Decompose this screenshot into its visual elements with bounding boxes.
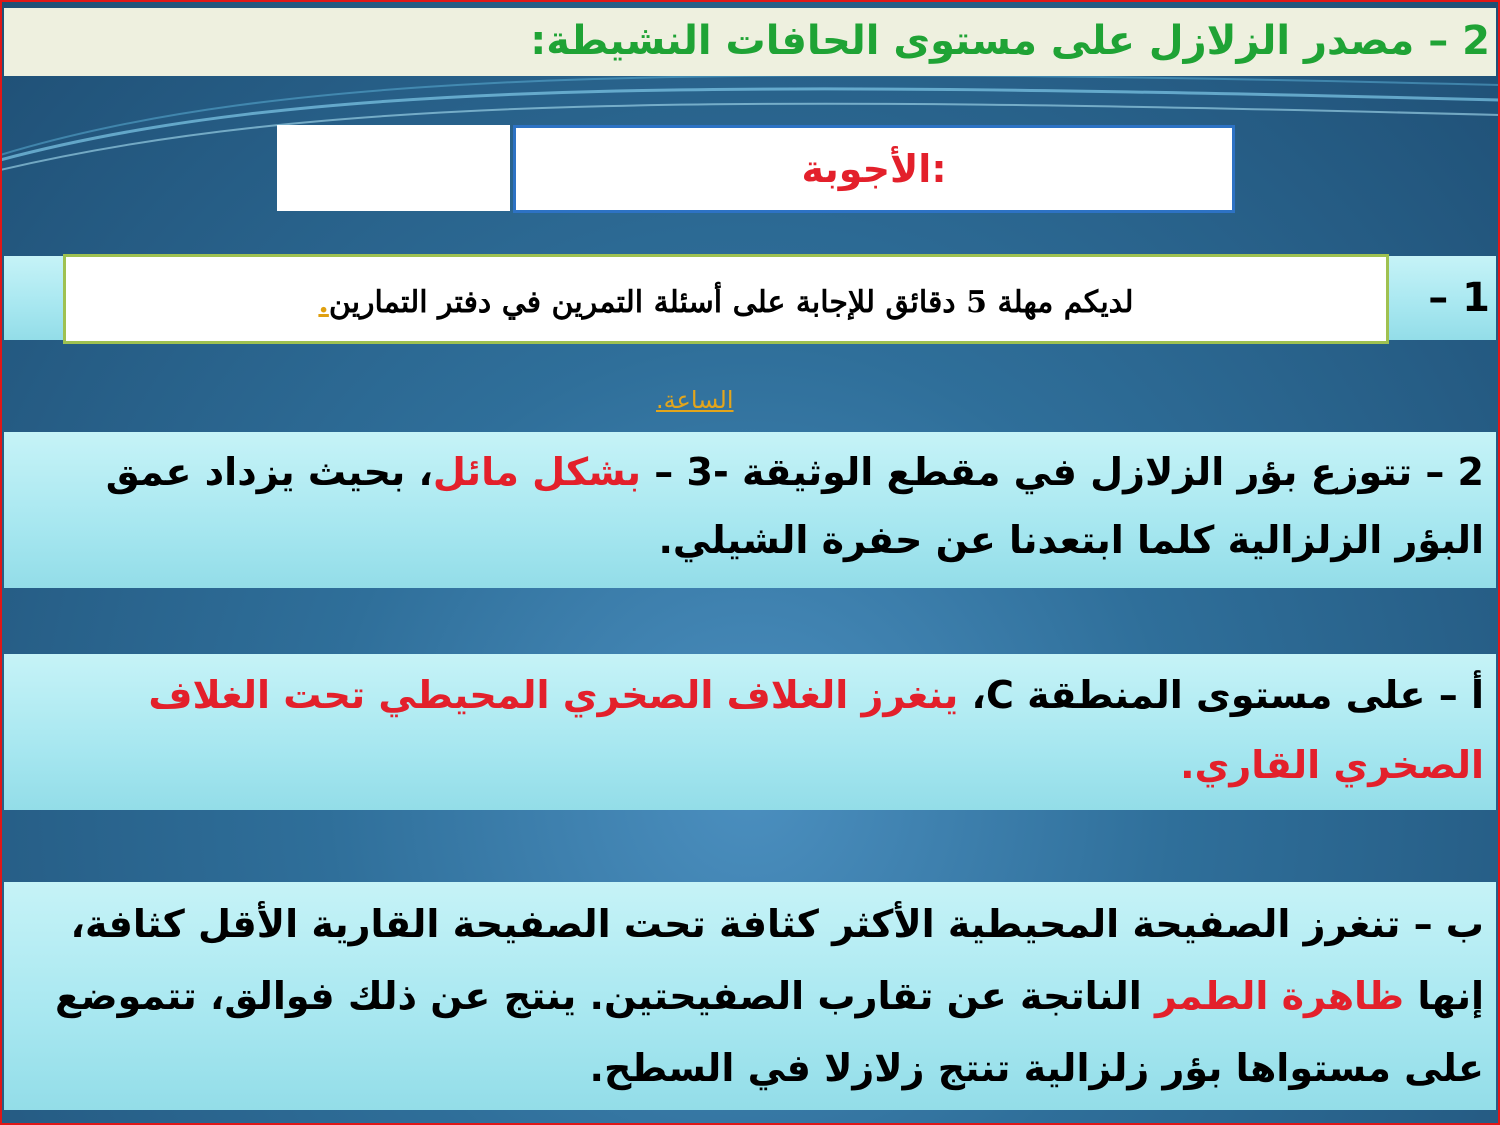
answer-3a-highlight: ينغرز الغلاف الصخري المحيطي تحت الغلاف الصخري القاري. — [148, 673, 1484, 787]
answer-3a-paragraph — [44, 660, 1484, 800]
page-title: 2 – مصدر الزلازل على مستوى الحافات النشيطة: — [530, 18, 1490, 64]
answer-3b-text-end: الناتجة عن تقارب الصفيحتين. ينتج عن ذلك فوالق، تتموضع على مستواها بؤر زلزالية تنتج زلازلا في السطح. — [54, 974, 1484, 1090]
title-bar — [4, 8, 1496, 76]
answer-3b-text-start: ب – تنغرز الصفيحة المحيطية الأكثر كثافة تحت الصفيحة القارية الأقل كثافة، إنها — [70, 902, 1484, 1018]
clock-link[interactable]: الساعة. — [656, 386, 734, 414]
notice-text: لديكم مهلة 5 دقائق للإجابة على أسئلة التمرين في دفتر التمارين — [328, 285, 1134, 320]
answer-2-highlight: بشكل مائل — [432, 450, 642, 494]
answer-2-paragraph — [44, 438, 1484, 574]
answer-3b-highlight: ظاهرة الطمر — [1154, 974, 1405, 1018]
notice-dot: . — [318, 285, 329, 320]
answer-1-number: 1 – — [1428, 275, 1490, 321]
time-limit-notice — [63, 254, 1389, 344]
answer-3b-paragraph — [34, 888, 1484, 1104]
answers-label: الأجوبة: — [801, 147, 947, 191]
answer-2-text-end: ، بحيث يزداد عمق البؤر الزلزالية كلما ابتعدنا عن حفرة الشيلي. — [105, 450, 1484, 562]
answer-3a-text-start: أ – على مستوى المنطقة C، — [958, 673, 1484, 717]
answer-2-text-start: 2 – تتوزع بؤر الزلازل في مقطع الوثيقة -3 – — [641, 450, 1484, 494]
answers-box — [513, 125, 1235, 213]
blank-white-box — [277, 125, 510, 211]
